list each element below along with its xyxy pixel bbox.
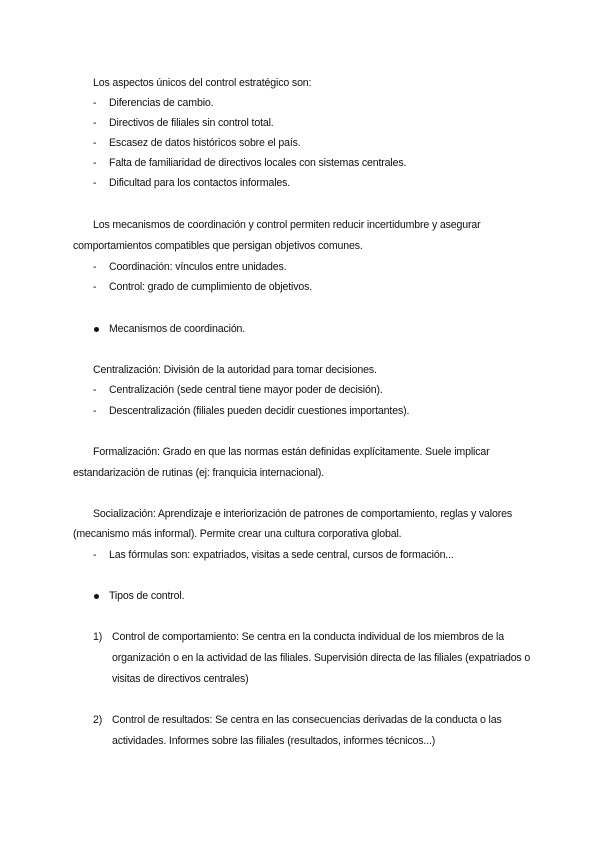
numbered-item-line: visitas de directivos centrales) bbox=[112, 673, 249, 685]
dash-marker: - bbox=[93, 281, 97, 293]
dash-marker: - bbox=[93, 177, 97, 189]
dash-marker: - bbox=[93, 384, 97, 396]
dash-marker: - bbox=[93, 549, 97, 561]
numbered-item-line: organización o en la actividad de las filiales. Supervisión directa de las filiales (expatriados o bbox=[112, 652, 531, 664]
socializacion-line1: Socialización: Aprendizaje e interiorización de patrones de comportamiento, reglas y valores bbox=[93, 508, 513, 520]
number-marker: 2) bbox=[93, 714, 103, 726]
dash-marker: - bbox=[93, 97, 97, 109]
list-item: Falta de familiaridad de directivos locales con sistemas centrales. bbox=[109, 157, 407, 169]
section1-intro: Los aspectos únicos del control estratégico son: bbox=[93, 77, 312, 89]
bullet-dot-icon bbox=[94, 594, 99, 599]
centralizacion-intro: Centralización: División de la autoridad para tomar decisiones. bbox=[93, 364, 377, 376]
bullet-heading: Mecanismos de coordinación. bbox=[109, 323, 246, 335]
numbered-item-line: Control de comportamiento: Se centra en la conducta individual de los miembros de la bbox=[112, 631, 504, 643]
list-item: Diferencias de cambio. bbox=[109, 97, 214, 109]
formalizacion-line2: estandarización de rutinas (ej: franquicia internacional). bbox=[73, 467, 324, 479]
numbered-item-line: Control de resultados: Se centra en las consecuencias derivadas de la conducta o las bbox=[112, 714, 502, 726]
list-item: Centralización (sede central tiene mayor poder de decisión). bbox=[109, 384, 383, 396]
list-item: Control: grado de cumplimiento de objetivos. bbox=[109, 281, 313, 293]
dash-marker: - bbox=[93, 157, 97, 169]
number-marker: 1) bbox=[93, 631, 103, 643]
list-item: Dificultad para los contactos informales. bbox=[109, 177, 291, 189]
socializacion-line2: (mecanismo más informal). Permite crear una cultura corporativa global. bbox=[73, 528, 402, 540]
list-item: Coordinación: vínculos entre unidades. bbox=[109, 261, 287, 273]
dash-marker: - bbox=[93, 405, 97, 417]
list-item: Escasez de datos históricos sobre el país. bbox=[109, 137, 301, 149]
list-item: Descentralización (filiales pueden decidir cuestiones importantes). bbox=[109, 405, 410, 417]
formalizacion-line1: Formalización: Grado en que las normas están definidas explícitamente. Suele implicar bbox=[93, 446, 490, 458]
section2-paragraph-line1: Los mecanismos de coordinación y control permiten reducir incertidumbre y asegurar bbox=[93, 219, 481, 231]
list-item: Las fórmulas son: expatriados, visitas a sede central, cursos de formación... bbox=[109, 549, 454, 561]
bullet-heading: Tipos de control. bbox=[109, 590, 185, 602]
dash-marker: - bbox=[93, 261, 97, 273]
section2-paragraph-line2: comportamientos compatibles que persigan objetivos comunes. bbox=[73, 240, 363, 252]
dash-marker: - bbox=[93, 117, 97, 129]
bullet-dot-icon bbox=[94, 327, 99, 332]
numbered-item-line: actividades. Informes sobre las filiales (resultados, informes técnicos...) bbox=[112, 735, 436, 747]
dash-marker: - bbox=[93, 137, 97, 149]
list-item: Directivos de filiales sin control total. bbox=[109, 117, 274, 129]
